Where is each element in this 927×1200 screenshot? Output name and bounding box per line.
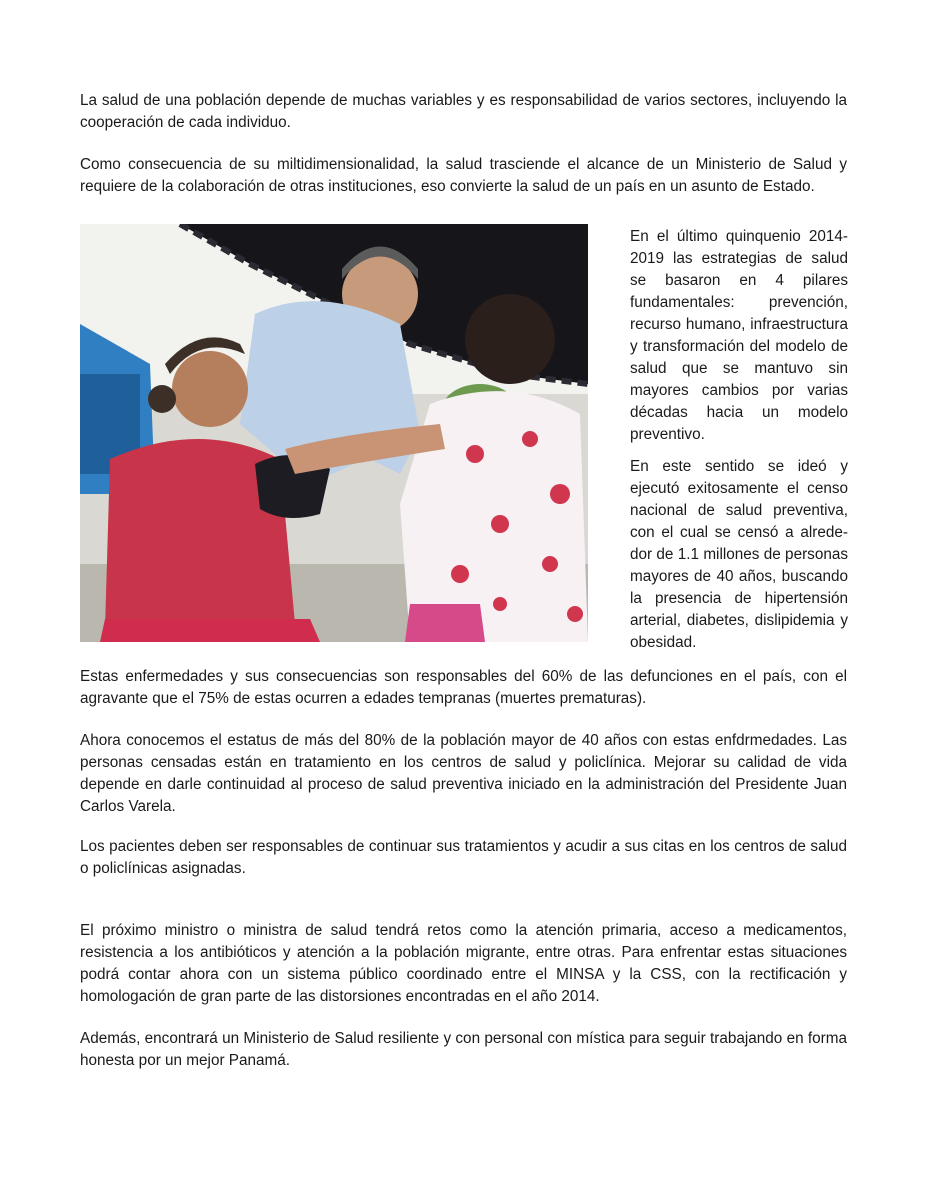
paragraph-2: Como consecuencia de su miltidimensionalidad, la salud trasciende el alcance de un Ministerio de Salud y requiere de la colaboración de otras instituciones, eso convierte la salud de un país en un asunto de Estado. bbox=[80, 156, 847, 195]
paragraph-6: Ahora conocemos el estatus de más del 80% de la población mayor de 40 años con estas enfdrmedades. Las personas censadas están en tratamiento en los centros de salud y policlínica. Mejorar su calidad de vida depende en darle continuidad al proceso de salud preventiva iniciado en la administración del Presidente Juan Carlos Varela. bbox=[80, 732, 847, 815]
paragraph-7: Los pacientes deben ser responsables de continuar sus tratamientos y acudir a sus citas en los centros de salud o policlínicas asignadas. bbox=[80, 838, 847, 877]
paragraph-5: Estas enfermedades y sus consecuencias son responsables del 60% de las defunciones en el país, con el agravante que el 75% de estas ocurren a edades tempranas (muertes prematuras). bbox=[80, 668, 847, 707]
paragraph-1: La salud de una población depende de muchas variables y es responsabilidad de varios sectores, incluyendo la cooperación de cada individuo. bbox=[80, 92, 847, 131]
paragraph-8: El próximo ministro o ministra de salud tendrá retos como la atención primaria, acceso a medicamentos, resistencia a los antibióticos y atención a la población migrante, entre otras. Para enfrentar estas situaciones podrá contar ahora con un sistema público coordinado entre el MINSA y la CSS, con la rectificación y homologación de gran parte de las distorsiones encontradas en el año 2014. bbox=[80, 922, 847, 1005]
paragraph-9: Además, encontrará un Ministerio de Salud resiliente y con personal con mística para seguir trabajando en forma honesta por un mejor Panamá. bbox=[80, 1030, 847, 1069]
photo-illustration bbox=[80, 224, 588, 642]
paragraph-4: En este sentido se ideó y ejecutó exitosamente el censo nacional de salud preventiva, con el cual se censó a alrededor de 1.1 millones de personas mayores de 40 años, buscando la presencia de hipertensión arterial, diabetes, dislipidemia y obesidad. bbox=[630, 458, 848, 651]
health-screening-photo bbox=[80, 224, 588, 642]
paragraph-3: En el último quinquenio 2014-2019 las estrategias de salud se basaron en 4 pilares fundamentales: prevención, recurso humano, infraestructura y transformación del modelo de salud que se mantuvo sin mayores cambios por varias décadas hacia un modelo preventivo. bbox=[630, 228, 848, 443]
